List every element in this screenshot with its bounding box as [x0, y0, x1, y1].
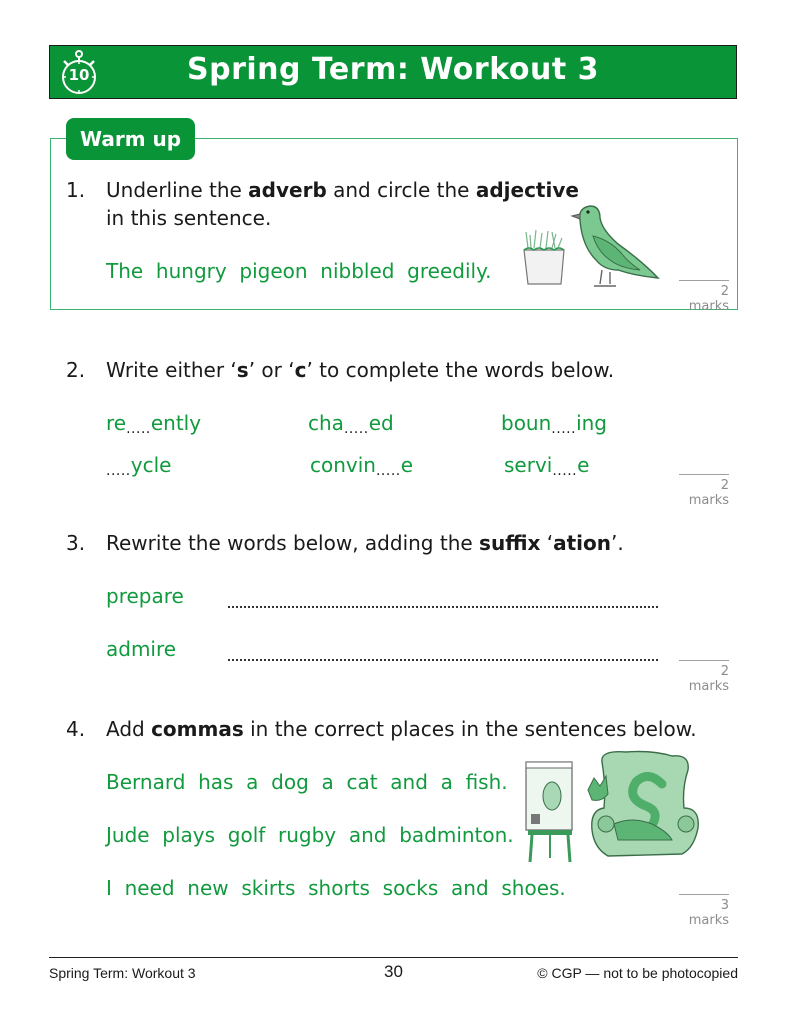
- word-prepare: prepare: [106, 584, 184, 608]
- word-blank-2[interactable]: cha.....ed: [308, 411, 394, 437]
- answer-line-admire[interactable]: [228, 659, 658, 661]
- question-4-number: 4.: [66, 717, 86, 741]
- question-1-text-line2: in this sentence.: [106, 206, 272, 230]
- question-3-text: [106, 531, 624, 555]
- q2-text-part: ’ or ‘: [248, 358, 295, 382]
- page-header: [49, 45, 737, 99]
- marks-divider: [679, 894, 729, 895]
- q1-text-part: and circle the: [326, 178, 476, 202]
- q3-text-part: Rewrite the words below, adding the: [106, 531, 480, 555]
- question-3-marks: 2 marks: [688, 664, 729, 694]
- question-2-text: [106, 358, 614, 382]
- q1-keyword-adverb: adverb: [248, 178, 327, 202]
- q2-keyword-s: s: [236, 358, 249, 382]
- question-1-number: 1.: [66, 178, 86, 202]
- marks-divider: [679, 660, 729, 661]
- comma-sentence-2[interactable]: Jude plays golf rugby and badminton.: [106, 823, 514, 847]
- question-4-marks: 3 marks: [688, 898, 729, 928]
- word-blank-6[interactable]: servi.....e: [504, 453, 590, 479]
- question-3-number: 3.: [66, 531, 86, 555]
- q2-text-part: ’ to complete the words below.: [306, 358, 615, 382]
- answer-line-prepare[interactable]: [228, 606, 658, 608]
- blank-field: .....: [106, 463, 131, 479]
- marks-divider: [679, 474, 729, 475]
- blank-field: .....: [375, 463, 401, 479]
- blank-field: .....: [551, 421, 577, 437]
- word-blank-5[interactable]: convin.....e: [310, 453, 414, 479]
- timer-minutes: 10: [68, 66, 90, 84]
- q3-text-part: ‘: [540, 531, 554, 555]
- footer-copyright: © CGP — not to be photocopied: [537, 965, 738, 981]
- fishtank-and-armchair-cat-illustration: [522, 748, 702, 868]
- blank-field: .....: [126, 421, 151, 437]
- word-blank-4[interactable]: .....ycle: [106, 453, 172, 479]
- word-blank-3[interactable]: boun.....ing: [501, 411, 607, 437]
- q4-text-part: Add: [106, 717, 152, 741]
- q4-text-part: in the correct places in the sentences below.: [243, 717, 697, 741]
- question-1-marks: 2 marks: [688, 284, 729, 314]
- comma-sentence-3[interactable]: I need new skirts shorts socks and shoes.: [106, 876, 566, 900]
- word-blank-1[interactable]: re.....ently: [106, 411, 202, 437]
- footer-divider: [49, 957, 738, 958]
- q1-keyword-adjective: adjective: [475, 178, 579, 202]
- question-1-text: [106, 178, 579, 202]
- question-2-number: 2.: [66, 358, 86, 382]
- q2-keyword-c: c: [294, 358, 307, 382]
- footer-section-title: Spring Term: Workout 3: [49, 965, 196, 981]
- pigeon-and-chips-illustration: [518, 200, 663, 292]
- q2-text-part: Write either ‘: [106, 358, 237, 382]
- q1-text-part: Underline the: [106, 178, 249, 202]
- question-2-marks: 2 marks: [688, 478, 729, 508]
- q3-keyword-ation: ation: [553, 531, 612, 555]
- page-number: 30: [384, 962, 403, 981]
- q3-keyword-suffix: suffix: [479, 531, 541, 555]
- question-1-sentence[interactable]: The hungry pigeon nibbled greedily.: [106, 259, 492, 283]
- blank-field: .....: [343, 421, 369, 437]
- word-admire: admire: [106, 637, 177, 661]
- page-title: Spring Term: Workout 3: [187, 52, 599, 87]
- marks-divider: [679, 280, 729, 281]
- blank-field: .....: [552, 463, 578, 479]
- comma-sentence-1[interactable]: Bernard has a dog a cat and a fish.: [106, 770, 508, 794]
- q3-text-part: ’.: [611, 531, 624, 555]
- question-4-text: [106, 717, 697, 741]
- warmup-label: Warm up: [66, 118, 195, 160]
- q4-keyword-commas: commas: [151, 717, 244, 741]
